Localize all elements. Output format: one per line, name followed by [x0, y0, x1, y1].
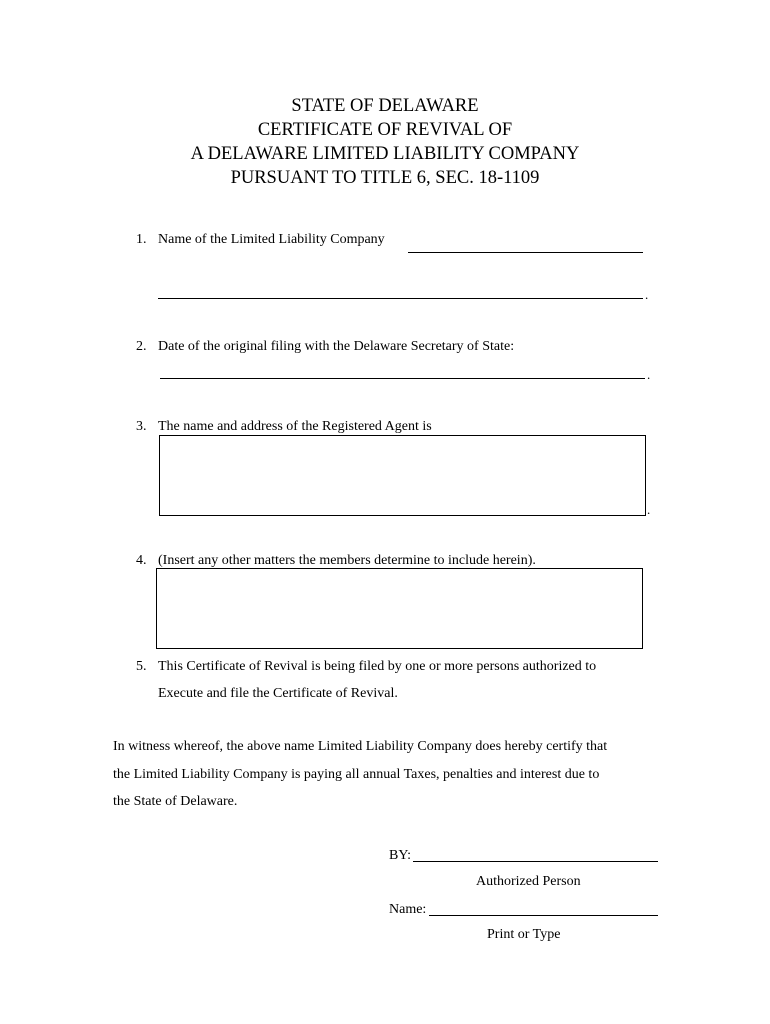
registered-agent-period: .: [647, 502, 651, 517]
item-5-label-line-2: Execute and file the Certificate of Revival.: [158, 686, 398, 701]
item-4-number: 4.: [136, 553, 147, 568]
title-line-4: PURSUANT TO TITLE 6, SEC. 18-1109: [230, 168, 540, 188]
item-3-label: The name and address of the Registered Agent is: [158, 419, 432, 434]
item-3-number: 3.: [136, 419, 147, 434]
other-matters-box[interactable]: [156, 568, 643, 649]
item-2-number: 2.: [136, 339, 147, 354]
filing-date-field-period: .: [647, 367, 651, 382]
signature-line[interactable]: [413, 861, 658, 862]
witness-line-3: the State of Delaware.: [113, 794, 238, 809]
llc-name-field-line-2[interactable]: [158, 298, 643, 299]
item-1-label: Name of the Limited Liability Company: [158, 232, 385, 247]
item-1-number: 1.: [136, 232, 147, 247]
title-line-2: CERTIFICATE OF REVIVAL OF: [257, 120, 513, 140]
printed-name-line[interactable]: [429, 915, 658, 916]
item-4-label: (Insert any other matters the members determine to include herein).: [158, 553, 536, 568]
filing-date-field-line[interactable]: [160, 378, 645, 379]
llc-name-field-period: .: [645, 287, 649, 302]
llc-name-field-line-1[interactable]: [408, 252, 643, 253]
by-label: BY:: [389, 848, 412, 863]
item-5-number: 5.: [136, 659, 147, 674]
witness-line-1: In witness whereof, the above name Limited Liability Company does hereby certify that: [113, 739, 608, 754]
name-label: Name:: [389, 902, 427, 917]
authorized-person-caption: Authorized Person: [476, 874, 581, 889]
title-line-1: STATE OF DELAWARE: [291, 96, 479, 116]
title-line-3: A DELAWARE LIMITED LIABILITY COMPANY: [190, 144, 580, 164]
registered-agent-box[interactable]: [159, 435, 646, 516]
print-or-type-caption: Print or Type: [487, 927, 561, 942]
item-2-label: Date of the original filing with the Delaware Secretary of State:: [158, 339, 515, 354]
item-5-label-line-1: This Certificate of Revival is being filed by one or more persons authorized to: [158, 659, 597, 674]
witness-line-2: the Limited Liability Company is paying all annual Taxes, penalties and interest due to: [113, 767, 600, 782]
document-title: [0, 94, 770, 190]
